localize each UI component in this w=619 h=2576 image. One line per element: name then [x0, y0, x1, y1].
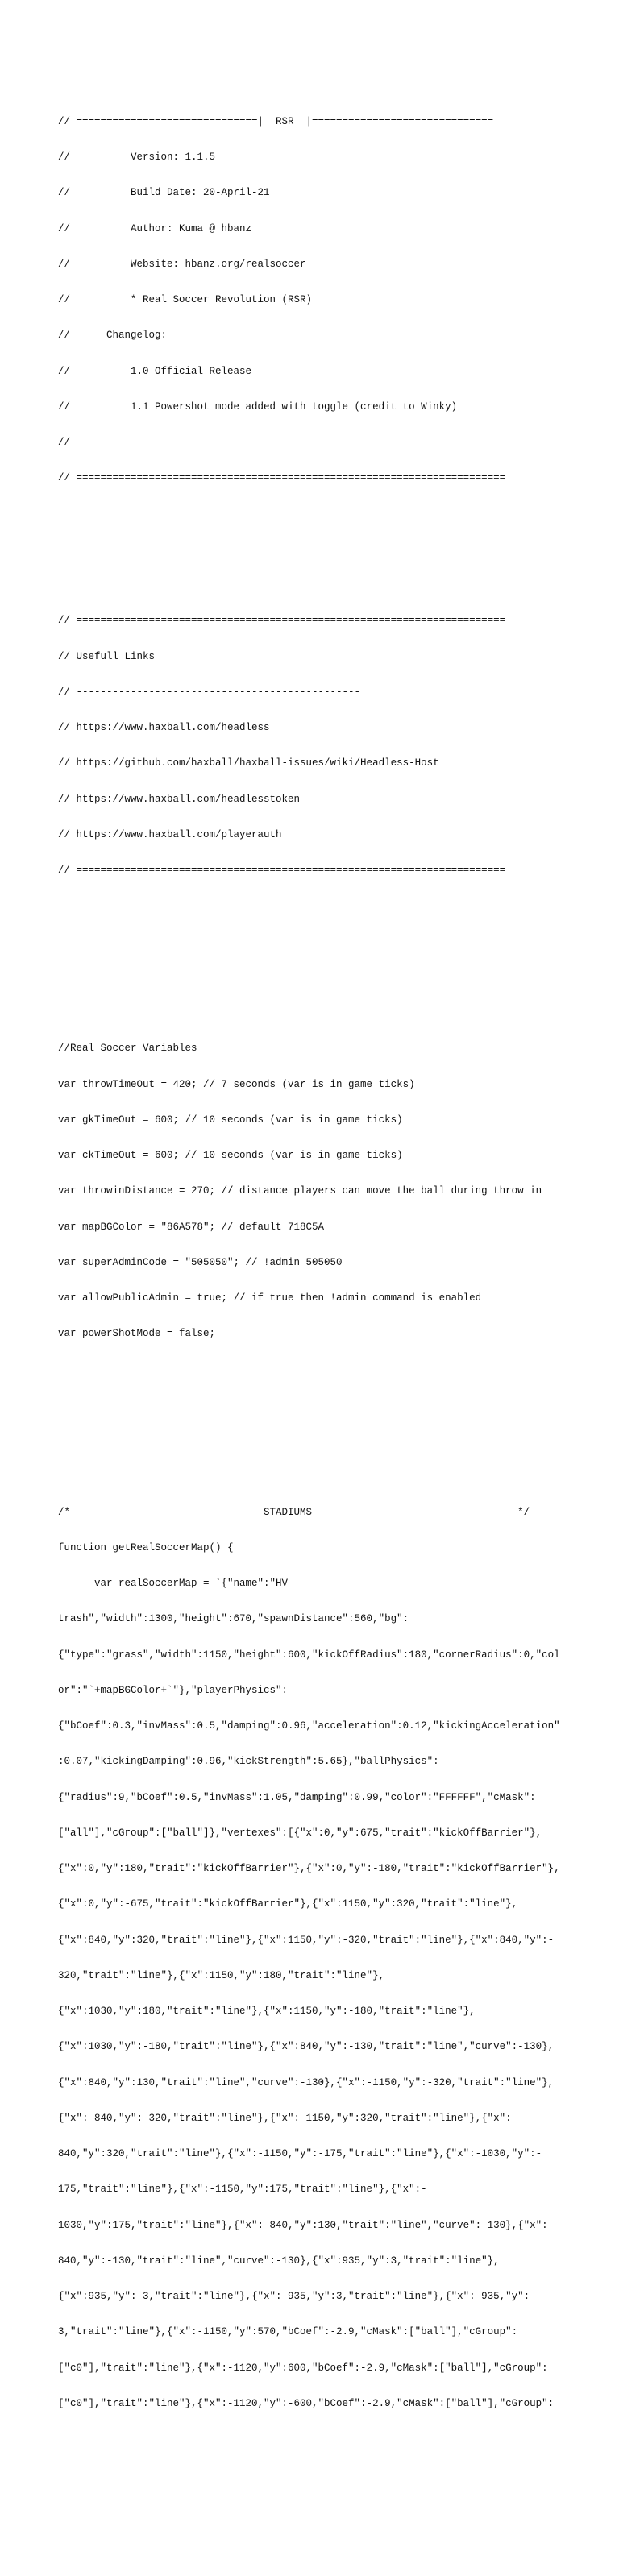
code-line: // 1.0 Official Release: [58, 365, 252, 377]
code-line: {"x":840,"y":320,"trait":"line"},{"x":1150,"y":-320,"trait":"line"},{"x":840,"y":-: [58, 1934, 555, 1946]
code-line: var realSoccerMap = `{"name":"HV: [58, 1578, 289, 1589]
code-line: 1030,"y":175,"trait":"line"},{"x":-840,"y":130,"trait":"line","curve":-130},{"x":-: [58, 2219, 555, 2231]
code-line: // https://www.haxball.com/playerauth: [58, 828, 282, 840]
code-line: // Website: hbanz.org/realsoccer: [58, 258, 306, 270]
code-line: [58, 2469, 574, 2481]
blank-line: [58, 1400, 574, 1412]
code-line: {"x":1030,"y":180,"trait":"line"},{"x":1150,"y":-180,"trait":"line"},: [58, 2006, 476, 2017]
blank-line: [58, 936, 574, 948]
code-line: /*------------------------------- STADIUMS ---------------------------------*/: [58, 1506, 530, 1518]
code-line: var superAdminCode = "505050"; // !admin 505050: [58, 1256, 343, 1268]
header-comment-block: [58, 92, 574, 508]
code-line: // Version: 1.1.5: [58, 151, 216, 163]
code-line: {"x":0,"y":-675,"trait":"kickOffBarrier"},{"x":1150,"y":320,"trait":"line"},: [58, 1898, 518, 1910]
code-line: // Usefull Links: [58, 650, 156, 662]
code-line: // Author: Kuma @ hbanz: [58, 222, 252, 234]
code-line: var gkTimeOut = 600; // 10 seconds (var is in game ticks): [58, 1114, 403, 1126]
code-line: 320,"trait":"line"},{"x":1150,"y":180,"trait":"line"},: [58, 1969, 385, 1981]
variables-block: [58, 1019, 574, 1364]
code-line: //Real Soccer Variables: [58, 1043, 197, 1055]
code-line: // https://www.haxball.com/headlesstoken: [58, 793, 301, 805]
code-line: // =======================================================================: [58, 865, 506, 876]
code-line: // * Real Soccer Revolution (RSR): [58, 294, 313, 305]
code-line: function getRealSoccerMap() {: [58, 1541, 234, 1553]
code-line: 840,"y":320,"trait":"line"},{"x":-1150,"y":-175,"trait":"line"},{"x":-1030,"y":-: [58, 2148, 542, 2159]
code-listing: [58, 56, 574, 2576]
blank-line: [58, 972, 574, 984]
code-line: 840,"y":-130,"trait":"line","curve":-130},{"x":935,"y":3,"trait":"line"},: [58, 2255, 500, 2267]
code-line: //: [58, 437, 71, 448]
code-line: or":"`+mapBGColor+`"},"playerPhysics":: [58, 1684, 289, 1696]
blank-line: [58, 544, 574, 556]
code-line: ["c0"],"trait":"line"},{"x":-1120,"y":600,"bCoef":-2.9,"cMask":["ball"],"cGroup":: [58, 2362, 548, 2374]
code-line: [58, 2433, 574, 2445]
stadiums-block: [58, 1483, 574, 2541]
code-line: trash","width":1300,"height":670,"spawnDistance":560,"bg":: [58, 1613, 409, 1625]
code-line: // -----------------------------------------------: [58, 686, 361, 698]
code-line: // Changelog:: [58, 330, 168, 342]
code-line: {"x":1030,"y":-180,"trait":"line"},{"x":840,"y":-130,"trait":"line","curve":-130},: [58, 2041, 555, 2053]
code-line: var mapBGColor = "86A578"; // default 718C5A: [58, 1221, 325, 1233]
code-line: var throwinDistance = 270; // distance players can move the ball during throw in: [58, 1185, 542, 1197]
code-line: var allowPublicAdmin = true; // if true then !admin command is enabled: [58, 1292, 482, 1304]
code-line: {"radius":9,"bCoef":0.5,"invMass":1.05,"damping":0.99,"color":"FFFFFF","cMask":: [58, 1791, 536, 1803]
code-line: ["c0"],"trait":"line"},{"x":-1120,"y":-600,"bCoef":-2.9,"cMask":["ball"],"cGroup":: [58, 2397, 555, 2409]
code-line: {"bCoef":0.3,"invMass":0.5,"damping":0.96,"acceleration":0.12,"kickingAcceleration": [58, 1720, 560, 1732]
code-line: // 1.1 Powershot mode added with toggle (credit to Winky): [58, 400, 458, 413]
code-line: {"x":840,"y":130,"trait":"line","curve":-130},{"x":-1150,"y":-320,"trait":"line"},: [58, 2076, 555, 2089]
code-line: var powerShotMode = false;: [58, 1328, 216, 1340]
code-line: // ==============================| RSR |==============================: [58, 115, 494, 127]
links-comment-block: [58, 591, 574, 901]
code-line: // =======================================================================: [58, 472, 506, 484]
code-line: {"x":-840,"y":-320,"trait":"line"},{"x":-1150,"y":320,"trait":"line"},{"x":-: [58, 2112, 518, 2124]
code-line: var throwTimeOut = 420; // 7 seconds (var is in game ticks): [58, 1078, 415, 1090]
code-line: 175,"trait":"line"},{"x":-1150,"y":175,"trait":"line"},{"x":-: [58, 2184, 427, 2196]
code-line: [58, 2505, 574, 2517]
code-line: {"x":0,"y":180,"trait":"kickOffBarrier"},{"x":0,"y":-180,"trait":"kickOffBarrier"},: [58, 1863, 560, 1874]
code-line: :0.07,"kickingDamping":0.96,"kickStrength":5.65},"ballPhysics":: [58, 1756, 439, 1768]
code-line: // =======================================================================: [58, 615, 506, 627]
code-line: var ckTimeOut = 600; // 10 seconds (var is in game ticks): [58, 1150, 403, 1161]
code-line: // https://www.haxball.com/headless: [58, 722, 270, 733]
code-line: // Build Date: 20-April-21: [58, 187, 270, 199]
code-line: {"type":"grass","width":1150,"height":600,"kickOffRadius":180,"cornerRadius":0,"col: [58, 1649, 560, 1661]
code-line: ["all"],"cGroup":["ball"]},"vertexes":[{"x":0,"y":675,"trait":"kickOffBarrier"},: [58, 1827, 542, 1839]
blank-line: [58, 1435, 574, 1447]
code-line: // https://github.com/haxball/haxball-issues/wiki/Headless-Host: [58, 757, 439, 769]
code-line: 3,"trait":"line"},{"x":-1150,"y":570,"bCoef":-2.9,"cMask":["ball"],"cGroup":: [58, 2326, 518, 2338]
code-line: {"x":935,"y":-3,"trait":"line"},{"x":-935,"y":3,"trait":"line"},{"x":-935,"y":-: [58, 2291, 536, 2302]
